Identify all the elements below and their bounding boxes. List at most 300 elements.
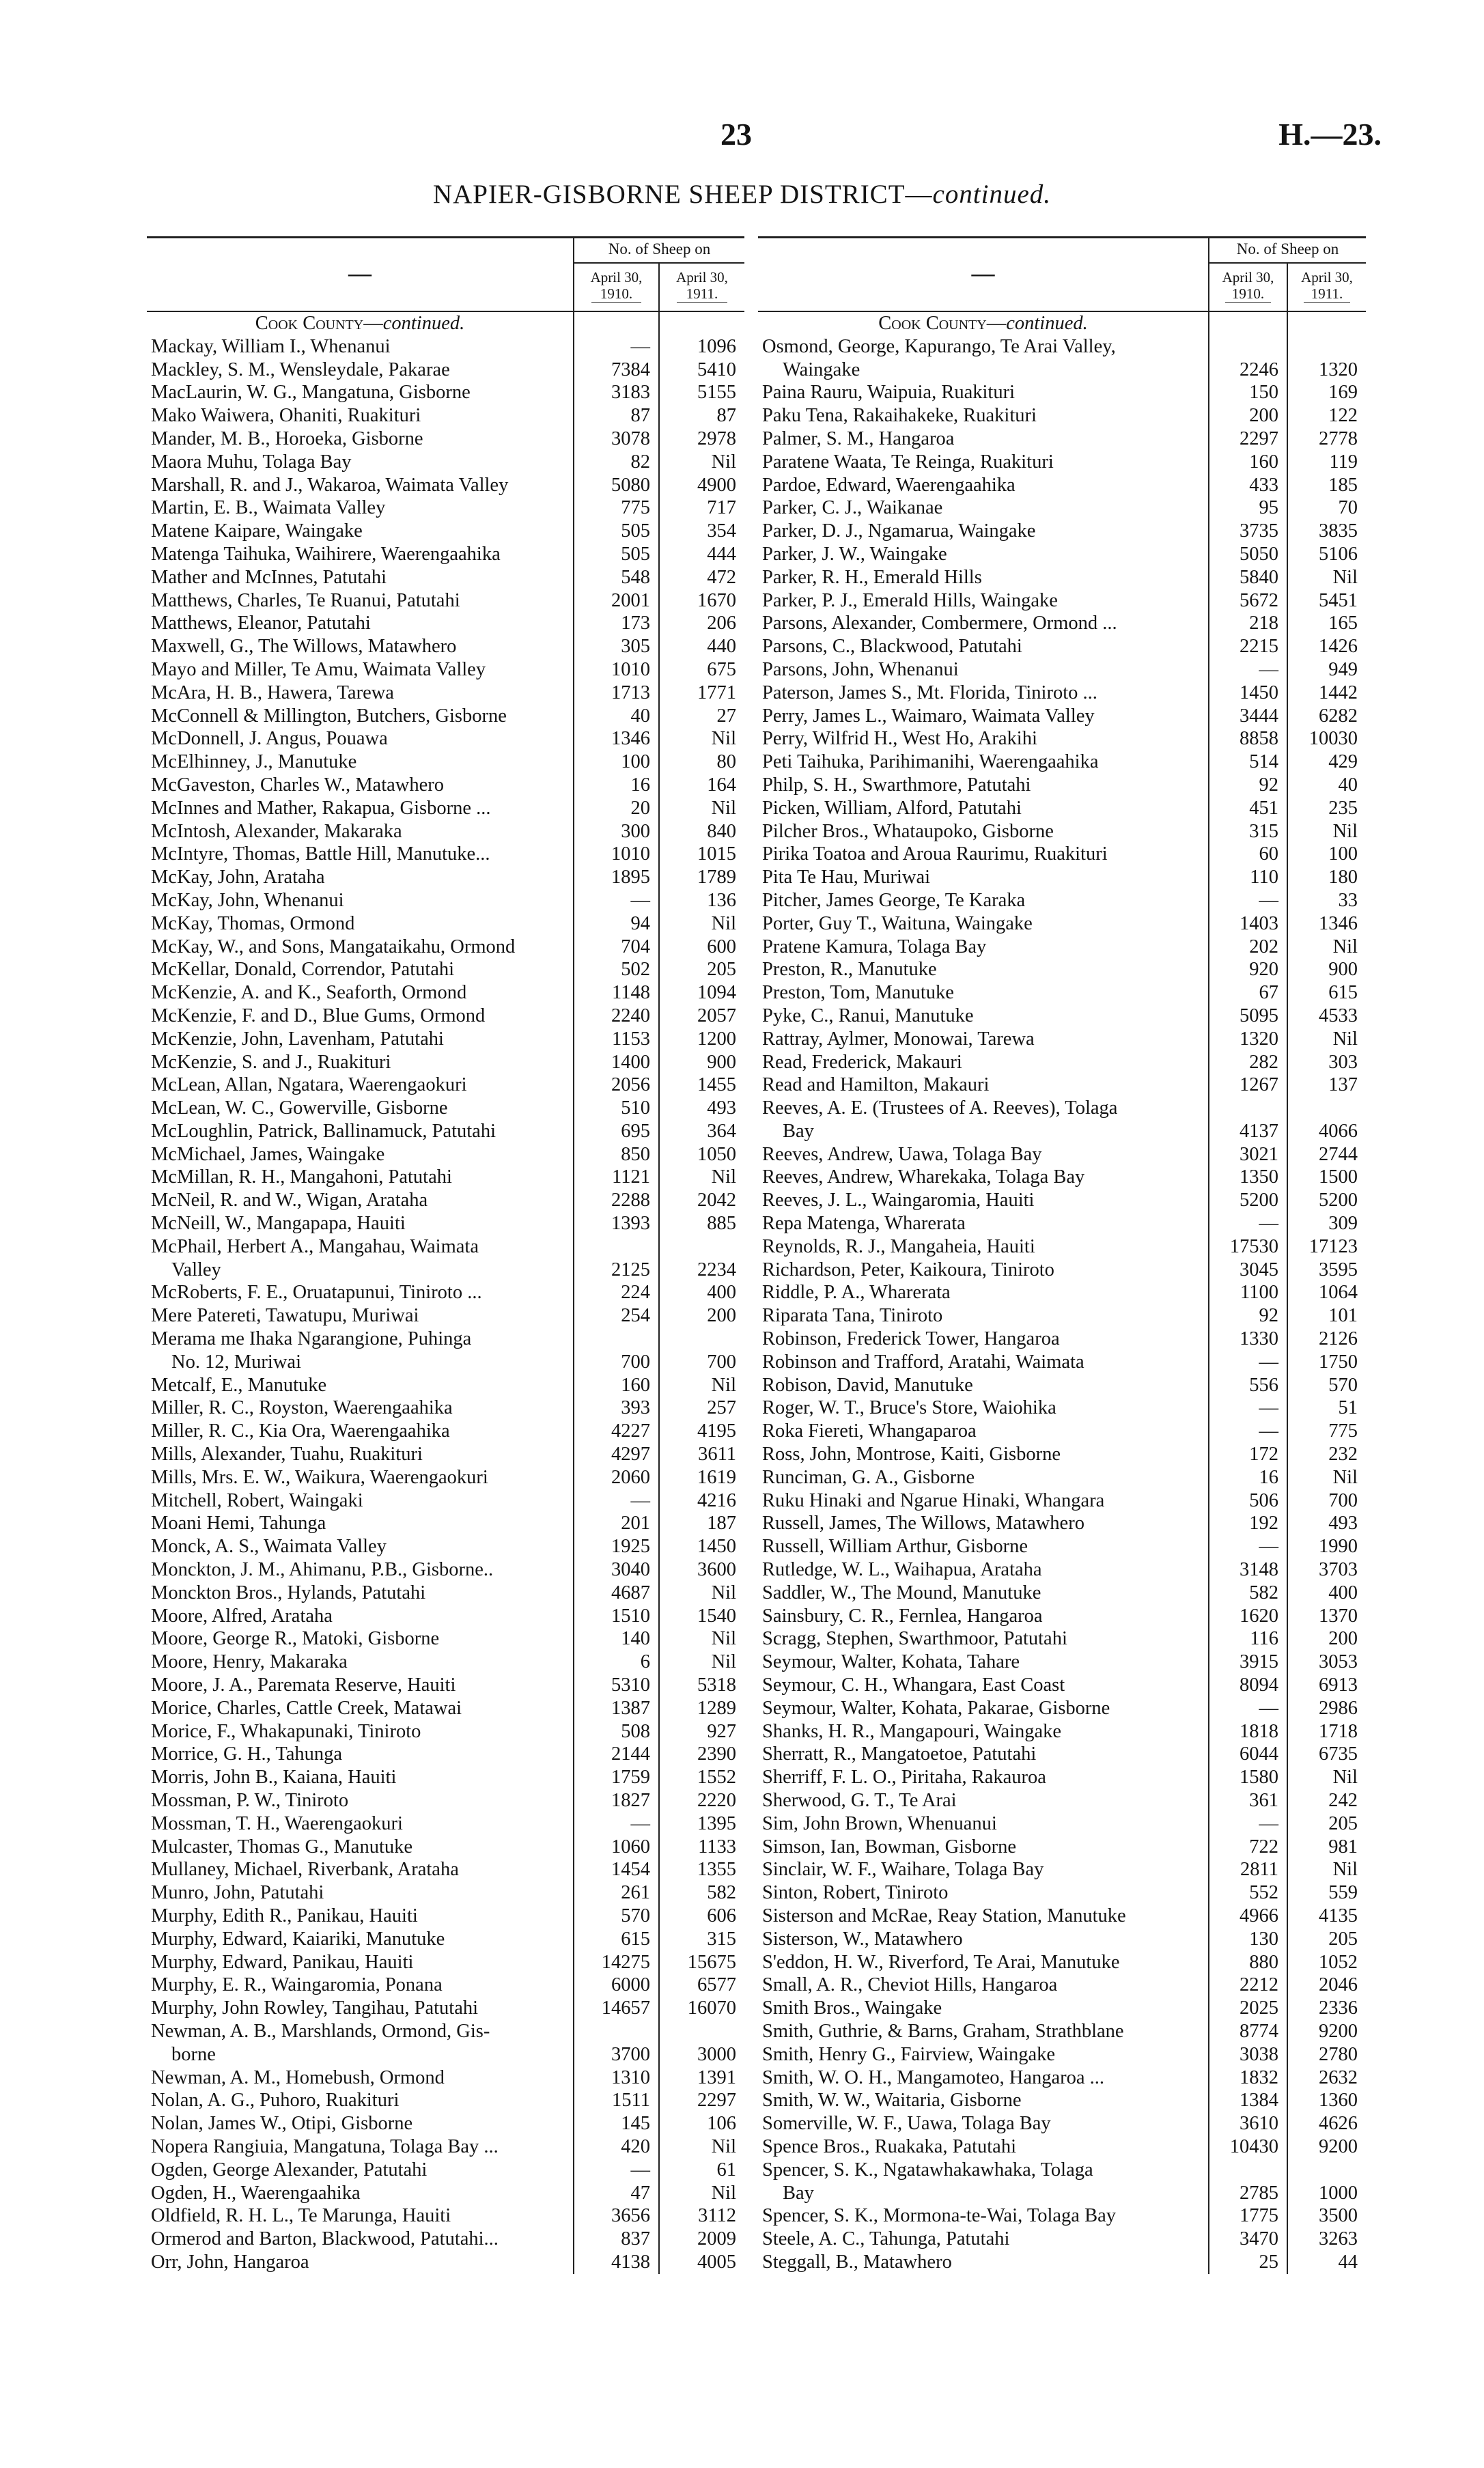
table-row	[758, 381, 1366, 404]
owner-name: Moani Hemi, Tahunga	[151, 1513, 326, 1534]
sheep-1911: Nil	[659, 2182, 744, 2205]
sheep-1911: 3053	[1287, 1651, 1366, 1674]
sheep-1910: 254	[574, 1304, 659, 1328]
owner-name-continued: Waingake	[783, 359, 860, 380]
sheep-1910: 3656	[574, 2204, 659, 2228]
sheep-1910: 880	[1209, 1951, 1287, 1974]
sheep-1911: 315	[659, 1928, 744, 1951]
owner-name: McRoberts, F. E., Oruatapunui, Tiniroto ...	[151, 1282, 482, 1304]
sheep-1910: 582	[1209, 1582, 1287, 1605]
owner-name: McMichael, James, Waingake	[151, 1143, 385, 1165]
sheep-1911: 101	[1287, 1304, 1366, 1328]
sheep-1910: 1827	[574, 1789, 659, 1812]
sheep-1911: Nil	[659, 1627, 744, 1651]
sheep-1910: 3038	[1209, 2043, 1287, 2066]
sheep-1910: 3915	[1209, 1651, 1287, 1674]
owner-name: Picken, William, Alford, Patutahi	[762, 797, 1022, 819]
right-header-1910: April 30, 1910.	[1209, 263, 1287, 311]
sheep-1910: —	[574, 335, 659, 359]
table-row	[758, 658, 1366, 682]
table-row	[147, 1189, 744, 1212]
sheep-1911: 400	[659, 1281, 744, 1304]
owner-name: Russell, James, The Willows, Matawhero	[762, 1513, 1084, 1534]
owner-name: Russell, William Arthur, Gisborne	[762, 1536, 1028, 1558]
table-row	[147, 2251, 744, 2274]
owner-name: S'eddon, H. W., Riverford, Te Arai, Manutuke	[762, 1951, 1120, 1973]
owner-name: Smith, Guthrie, & Barns, Graham, Strathblane	[762, 2020, 1124, 2042]
blank-cell	[1287, 311, 1366, 335]
sheep-1911: 187	[659, 1512, 744, 1535]
section-title: Cook County—	[878, 313, 1007, 334]
sheep-1910: 172	[1209, 1443, 1287, 1466]
sheep-1910: 1403	[1209, 912, 1287, 936]
table-row	[758, 1189, 1366, 1212]
owner-name: Orr, John, Hangaroa	[151, 2251, 309, 2273]
owner-name: Simson, Ian, Bowman, Gisborne	[762, 1836, 1017, 1857]
table-row	[758, 2228, 1366, 2251]
sheep-1910: 700	[574, 1328, 659, 1374]
sheep-1911: Nil	[659, 1582, 744, 1605]
left-table-body	[147, 311, 744, 2274]
owner-name: Osmond, George, Kapurango, Te Arai Valley,	[762, 335, 1116, 357]
sheep-1910: 615	[574, 1928, 659, 1951]
sheep-1910: 361	[1209, 1789, 1287, 1812]
sheep-1910: 2144	[574, 1743, 659, 1766]
table-row	[147, 427, 744, 451]
sheep-1911: 6282	[1287, 705, 1366, 728]
sheep-1911: 900	[659, 1051, 744, 1074]
sheep-1911: 87	[659, 404, 744, 427]
sheep-1910: 261	[574, 1881, 659, 1905]
table-row	[758, 635, 1366, 658]
sheep-1910: 1153	[574, 1028, 659, 1051]
sheep-1910: 40	[574, 705, 659, 728]
sheep-1911: 10030	[1287, 727, 1366, 751]
sheep-1910: —	[1209, 1351, 1287, 1374]
sheep-1910: 1060	[574, 1836, 659, 1859]
table-row	[147, 381, 744, 404]
sheep-1910: 116	[1209, 1627, 1287, 1651]
sheep-1911: 717	[659, 496, 744, 520]
sheep-1911: 51	[1287, 1397, 1366, 1420]
sheep-1910: 1620	[1209, 1605, 1287, 1628]
sheep-1910: 2025	[1209, 1997, 1287, 2020]
owner-name: Peti Taihuka, Parihimanihi, Waerengaahika	[762, 751, 1099, 773]
owner-name: Smith Bros., Waingake	[762, 1997, 942, 2019]
sheep-1911: 615	[1287, 981, 1366, 1005]
table-row	[758, 496, 1366, 520]
owner-name: Matthews, Charles, Te Ruanui, Patutahi	[151, 589, 460, 611]
right-header-group: No. of Sheep on	[1209, 236, 1366, 263]
left-column	[147, 236, 744, 2445]
owner-name: Morice, F., Whakapunaki, Tiniroto	[151, 1720, 421, 1742]
table-row	[147, 451, 744, 474]
sheep-1911: 100	[1287, 843, 1366, 866]
sheep-1910: 1580	[1209, 1766, 1287, 1789]
owner-name: McKenzie, F. and D., Blue Gums, Ormond	[151, 1005, 486, 1026]
sheep-1911: 440	[659, 635, 744, 658]
table-row	[758, 1858, 1366, 1881]
document-reference: H.—23.	[1278, 117, 1382, 152]
sheep-1911: 6577	[659, 1974, 744, 1997]
table-row	[147, 1605, 744, 1628]
sheep-1910: 200	[1209, 404, 1287, 427]
owner-name: Parker, D. J., Ngamarua, Waingake	[762, 520, 1036, 542]
sheep-1910: 1330	[1209, 1328, 1287, 1351]
sheep-1910: 1148	[574, 981, 659, 1005]
owner-name: Mills, Mrs. E. W., Waikura, Waerengaokuri	[151, 1466, 488, 1488]
owner-name: Reeves, J. L., Waingaromia, Hauiti	[762, 1190, 1035, 1211]
table-row	[758, 1743, 1366, 1766]
sheep-1911: 5200	[1287, 1189, 1366, 1212]
sheep-1911: 1289	[659, 1697, 744, 1720]
sheep-1911: 235	[1287, 797, 1366, 820]
sheep-1910: 140	[574, 1627, 659, 1651]
left-header-1911: April 30, 1911.	[659, 263, 744, 311]
table-row	[147, 1466, 744, 1489]
sheep-1911: 429	[1287, 751, 1366, 774]
owner-name: Paratene Waata, Te Reinga, Ruakituri	[762, 451, 1054, 473]
owner-name: Murphy, Edward, Panikau, Hauiti	[151, 1951, 414, 1973]
sheep-1910: 67	[1209, 981, 1287, 1005]
table-row	[147, 520, 744, 543]
table-row	[147, 589, 744, 613]
sheep-1910: —	[1209, 1535, 1287, 1558]
owner-name: Sainsbury, C. R., Fernlea, Hangaroa	[762, 1605, 1043, 1627]
sheep-1911: 606	[659, 1905, 744, 1928]
sheep-1911: 137	[1287, 1074, 1366, 1097]
sheep-1910: 6000	[574, 1974, 659, 1997]
owner-name: Murphy, John Rowley, Tangihau, Patutahi	[151, 1997, 479, 2019]
sheep-1911: 232	[1287, 1443, 1366, 1466]
sheep-1911: 1064	[1287, 1281, 1366, 1304]
table-row	[758, 1005, 1366, 1028]
table-row	[758, 751, 1366, 774]
owner-name: Parker, J. W., Waingake	[762, 543, 947, 565]
table-row	[147, 2159, 744, 2182]
owner-name: McElhinney, J., Manutuke	[151, 751, 357, 773]
sheep-1911: 1540	[659, 1605, 744, 1628]
sheep-1911: Nil	[659, 1166, 744, 1189]
sheep-1910: —	[1209, 658, 1287, 682]
table-row	[147, 797, 744, 820]
owner-name: Riddle, P. A., Wharerata	[762, 1282, 951, 1304]
owner-name: Parsons, C., Blackwood, Patutahi	[762, 636, 1022, 658]
table-row	[147, 2112, 744, 2135]
section-heading	[758, 311, 1209, 335]
owner-name: Sherwood, G. T., Te Arai	[762, 1790, 957, 1811]
table-row	[758, 474, 1366, 497]
sheep-1910: 1454	[574, 1858, 659, 1881]
sheep-1910: 5672	[1209, 589, 1287, 613]
sheep-1910: 95	[1209, 496, 1287, 520]
sheep-1911: 1052	[1287, 1951, 1366, 1974]
sheep-1910: 2001	[574, 589, 659, 613]
sheep-1911: 122	[1287, 404, 1366, 427]
sheep-1911: 9200	[1287, 2135, 1366, 2159]
owner-name: Mossman, P. W., Tiniroto	[151, 1790, 349, 1811]
owner-name: Mako Waiwera, Ohaniti, Ruakituri	[151, 405, 421, 427]
sheep-1910: 510	[574, 1097, 659, 1120]
sheep-1911: 1771	[659, 682, 744, 705]
sheep-1910: 5080	[574, 474, 659, 497]
owner-name: Murphy, E. R., Waingaromia, Ponana	[151, 1974, 443, 1996]
table-row	[758, 1420, 1366, 1443]
sheep-1911: Nil	[659, 912, 744, 936]
table-row	[147, 2182, 744, 2205]
table-row	[758, 1766, 1366, 1789]
sheep-1910: 5200	[1209, 1189, 1287, 1212]
sheep-1911: Nil	[659, 727, 744, 751]
sheep-1910: 5840	[1209, 566, 1287, 589]
sheep-1911: 119	[1287, 451, 1366, 474]
table-row	[758, 1605, 1366, 1628]
table-row	[147, 1420, 744, 1443]
table-row	[758, 1812, 1366, 1836]
table-row	[758, 427, 1366, 451]
section-heading	[147, 311, 574, 335]
owner-name: Pirika Toatoa and Aroua Raurimu, Ruakituri	[762, 843, 1108, 865]
table-row	[758, 1720, 1366, 1743]
table-row	[758, 566, 1366, 589]
owner-name: Mills, Alexander, Tuahu, Ruakituri	[151, 1444, 423, 1466]
owner-name: Saddler, W., The Mound, Manutuke	[762, 1582, 1041, 1603]
sheep-1911: 169	[1287, 381, 1366, 404]
sheep-1911: 354	[659, 520, 744, 543]
sheep-1911: 700	[659, 1328, 744, 1374]
sheep-1911: 1094	[659, 981, 744, 1005]
sheep-1911: 1391	[659, 2066, 744, 2090]
sheep-1911: 2780	[1287, 2043, 1366, 2066]
sheep-1910: 1400	[574, 1051, 659, 1074]
table-row	[147, 2020, 744, 2043]
sheep-1911: 165	[1287, 612, 1366, 635]
table-row	[147, 1812, 744, 1836]
table-row	[147, 1928, 744, 1951]
table-row	[758, 1789, 1366, 1812]
owner-name: Sherriff, F. L. O., Piritaha, Rakauroa	[762, 1767, 1046, 1789]
sheep-1911: 16070	[659, 1997, 744, 2020]
sheep-1910: 94	[574, 912, 659, 936]
sheep-1910: 3040	[574, 1558, 659, 1582]
table-row	[758, 1627, 1366, 1651]
owner-name: McKellar, Donald, Correndor, Patutahi	[151, 959, 455, 981]
sheep-1910: 8094	[1209, 1674, 1287, 1697]
sheep-1910: 300	[574, 820, 659, 843]
owner-name: Robison, David, Manutuke	[762, 1374, 973, 1396]
sheep-1911: 493	[659, 1097, 744, 1120]
table-row	[147, 658, 744, 682]
sheep-1911: 3000	[659, 2020, 744, 2066]
sheep-1910: 4227	[574, 1420, 659, 1443]
table-row	[147, 1443, 744, 1466]
sheep-1910: 433	[1209, 474, 1287, 497]
sheep-1910: 1350	[1209, 1166, 1287, 1189]
table-row	[147, 612, 744, 635]
table-row	[147, 1212, 744, 1235]
table-row	[758, 451, 1366, 474]
sheep-1910: 505	[574, 543, 659, 566]
sheep-1910: 14657	[574, 1997, 659, 2020]
sheep-1911: 5155	[659, 381, 744, 404]
owner-name: Ruku Hinaki and Ngarue Hinaki, Whangara	[762, 1489, 1105, 1511]
owner-name: Newman, A. M., Homebush, Ormond	[151, 2066, 445, 2088]
table-row	[758, 1143, 1366, 1166]
sheep-1910: 2215	[1209, 635, 1287, 658]
owner-name: Robinson and Trafford, Aratahi, Waimata	[762, 1351, 1084, 1373]
sheep-1910: 87	[574, 404, 659, 427]
sheep-1910: 16	[574, 774, 659, 797]
sheep-1910: 1010	[574, 843, 659, 866]
sheep-1911: 1990	[1287, 1535, 1366, 1558]
table-row	[758, 705, 1366, 728]
owner-name: Rattray, Aylmer, Monowai, Tarewa	[762, 1028, 1035, 1050]
sheep-1911: 2744	[1287, 1143, 1366, 1166]
sheep-1911: 3611	[659, 1443, 744, 1466]
sheep-1911: 1500	[1287, 1166, 1366, 1189]
sheep-1910: 3148	[1209, 1558, 1287, 1582]
sheep-1910: 695	[574, 1120, 659, 1143]
table-row	[758, 1881, 1366, 1905]
owner-name: Seymour, Walter, Kohata, Pakarae, Gisborne	[762, 1697, 1110, 1719]
owner-name: Pratene Kamura, Tolaga Bay	[762, 936, 987, 957]
owner-name: Read and Hamilton, Makauri	[762, 1074, 990, 1096]
sheep-1911: 205	[659, 958, 744, 981]
sheep-1911: 1015	[659, 843, 744, 866]
owner-name-continued: No. 12, Muriwai	[171, 1351, 301, 1373]
owner-name: Mossman, T. H., Waerengaokuri	[151, 1812, 403, 1834]
right-sheep-table	[758, 236, 1366, 2274]
table-row	[758, 1097, 1366, 1120]
sheep-1910: 1310	[574, 2066, 659, 2090]
owner-name: Nopera Rangiuia, Mangatuna, Tolaga Bay ...	[151, 2135, 499, 2157]
left-header-dash: —	[348, 260, 372, 286]
table-row	[147, 958, 744, 981]
owner-name: Parsons, Alexander, Combermere, Ormond ...	[762, 613, 1117, 634]
sheep-1910: 82	[574, 451, 659, 474]
table-row	[147, 1743, 744, 1766]
owner-name: Nolan, A. G., Puhoro, Ruakituri	[151, 2090, 400, 2112]
table-row	[147, 1651, 744, 1674]
sheep-1910: 192	[1209, 1512, 1287, 1535]
sheep-1911: 981	[1287, 1836, 1366, 1859]
sheep-1910: 1775	[1209, 2204, 1287, 2228]
table-row	[147, 1489, 744, 1513]
sheep-1910: —	[1209, 889, 1287, 912]
table-row	[758, 727, 1366, 751]
sheep-1911: Nil	[659, 451, 744, 474]
sheep-1911: 3500	[1287, 2204, 1366, 2228]
sheep-1910: 282	[1209, 1051, 1287, 1074]
sheep-1911: Nil	[659, 1651, 744, 1674]
sheep-1911: Nil	[659, 2135, 744, 2159]
table-row	[758, 1304, 1366, 1328]
sheep-1911: 303	[1287, 1051, 1366, 1074]
table-row	[758, 1028, 1366, 1051]
sheep-1911: 1000	[1287, 2159, 1366, 2205]
sheep-1911: 164	[659, 774, 744, 797]
sheep-1911: 1133	[659, 1836, 744, 1859]
sheep-1910: 1713	[574, 682, 659, 705]
owner-name: Somerville, W. F., Uawa, Tolaga Bay	[762, 2113, 1051, 2135]
owner-name: Spence Bros., Ruakaka, Patutahi	[762, 2135, 1017, 2157]
sheep-1911: 2057	[659, 1005, 744, 1028]
sheep-1910: 25	[1209, 2251, 1287, 2274]
sheep-1911: 205	[1287, 1812, 1366, 1836]
table-row	[147, 1051, 744, 1074]
table-row	[758, 2251, 1366, 2274]
sheep-1911: 2046	[1287, 1974, 1366, 1997]
sheep-1911: Nil	[1287, 1028, 1366, 1051]
sheep-1911: 444	[659, 543, 744, 566]
sheep-1910: 552	[1209, 1881, 1287, 1905]
owner-name-continued: Bay	[783, 1120, 814, 1142]
table-row	[758, 1374, 1366, 1397]
sheep-1910: 2288	[574, 1189, 659, 1212]
sheep-1911: 6913	[1287, 1674, 1366, 1697]
owner-name: Robinson, Frederick Tower, Hangaroa	[762, 1328, 1060, 1350]
sheep-1911: 600	[659, 936, 744, 959]
table-row	[758, 1351, 1366, 1374]
table-row	[758, 1166, 1366, 1189]
sheep-1910: 2785	[1209, 2159, 1287, 2205]
sheep-1910: 704	[574, 936, 659, 959]
table-row	[147, 335, 744, 359]
owner-name: Mackay, William I., Whenanui	[151, 335, 391, 357]
sheep-1910: 60	[1209, 843, 1287, 866]
owner-name: Pita Te Hau, Muriwai	[762, 867, 931, 888]
owner-name: Seymour, Walter, Kohata, Tahare	[762, 1651, 1020, 1673]
sheep-1911: 582	[659, 1881, 744, 1905]
owner-name: McLoughlin, Patrick, Ballinamuck, Patutahi	[151, 1120, 496, 1142]
sheep-1911: 136	[659, 889, 744, 912]
table-row	[147, 474, 744, 497]
owner-name: Morice, Charles, Cattle Creek, Matawai	[151, 1697, 462, 1719]
sheep-1910: 6	[574, 1651, 659, 1674]
owner-name: Repa Matenga, Wharerata	[762, 1213, 966, 1235]
sheep-1910: 4138	[574, 2251, 659, 2274]
owner-name: Pitcher, James George, Te Karaka	[762, 889, 1026, 911]
sheep-1910: 1346	[574, 727, 659, 751]
sheep-1911: 80	[659, 751, 744, 774]
sheep-1911: Nil	[659, 1374, 744, 1397]
sheep-1911: 9200	[1287, 2020, 1366, 2043]
table-row	[147, 1627, 744, 1651]
table-row	[147, 635, 744, 658]
table-row	[147, 1535, 744, 1558]
sheep-1911: 840	[659, 820, 744, 843]
sheep-1911: 1395	[659, 1812, 744, 1836]
section-heading-row	[147, 311, 744, 335]
table-row	[758, 2020, 1366, 2043]
sheep-1910: 7384	[574, 359, 659, 382]
owner-name: McNeil, R. and W., Wigan, Arataha	[151, 1190, 428, 1211]
owner-name: Shanks, H. R., Mangapouri, Waingake	[762, 1720, 1062, 1742]
owner-name: McKay, W., and Sons, Mangataikahu, Ormond	[151, 936, 516, 957]
owner-name: Spencer, S. K., Mormona-te-Wai, Tolaga Bay	[762, 2205, 1116, 2227]
sheep-1911: 1552	[659, 1766, 744, 1789]
sheep-1910: 92	[1209, 1304, 1287, 1328]
sheep-1910: 556	[1209, 1374, 1287, 1397]
owner-name: Sim, John Brown, Whenuanui	[762, 1812, 997, 1834]
table-row	[758, 981, 1366, 1005]
owner-name: Reeves, A. E. (Trustees of A. Reeves), Tolaga	[762, 1097, 1118, 1119]
right-header-dash: —	[971, 260, 995, 286]
owner-name: Murphy, Edward, Kaiariki, Manutuke	[151, 1928, 445, 1950]
table-row	[147, 1235, 744, 1259]
sheep-1910: 4137	[1209, 1097, 1287, 1143]
sheep-1911: 3263	[1287, 2228, 1366, 2251]
